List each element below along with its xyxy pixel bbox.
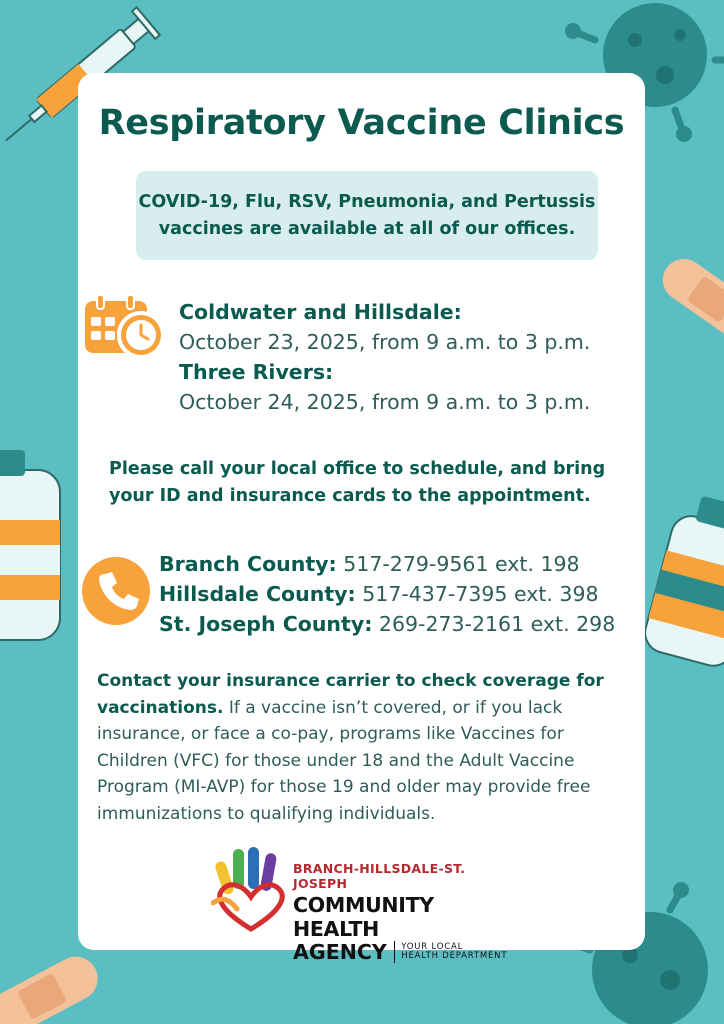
insurance-text: If a vaccine isn’t covered, or if you lack bbox=[223, 697, 563, 718]
info-card bbox=[78, 73, 645, 964]
logo-text bbox=[293, 861, 521, 964]
schedule-note-line: your ID and insurance cards to the appointment. bbox=[109, 486, 591, 506]
contact-row bbox=[159, 609, 615, 639]
hand-heart-logo-icon bbox=[211, 845, 291, 935]
calendar-clock-icon bbox=[83, 295, 165, 359]
insurance-text: Children (VFC) for those under 18 and the Adult Vaccine bbox=[97, 750, 575, 771]
county-name: Hillsdale County: bbox=[159, 582, 356, 606]
contact-row bbox=[159, 579, 615, 609]
phone-number: 517-437-7395 ext. 398 bbox=[362, 582, 599, 606]
phone-number: 269-273-2161 ext. 298 bbox=[378, 612, 616, 636]
vaccine-vial-icon bbox=[0, 450, 70, 650]
bandage-icon bbox=[0, 940, 100, 1024]
insurance-text: Program (MI-AVP) for those 19 and older may provide free bbox=[97, 777, 591, 797]
phone-icon bbox=[81, 556, 151, 626]
bandage-icon bbox=[650, 240, 724, 340]
logo-line: AGENCY bbox=[293, 940, 387, 964]
vaccines-banner bbox=[136, 171, 598, 260]
insurance-paragraph bbox=[97, 668, 627, 827]
logo-tagline bbox=[401, 943, 507, 962]
page-title: Respiratory Vaccine Clinics bbox=[98, 103, 625, 143]
clinic-location: Coldwater and Hillsdale: bbox=[179, 300, 462, 324]
banner-line: COVID-19, Flu, RSV, Pneumonia, and Pertussis bbox=[138, 191, 596, 212]
logo-tagline-line: YOUR LOCAL bbox=[401, 941, 464, 952]
clinic-time: October 24, 2025, from 9 a.m. to 3 p.m. bbox=[179, 390, 591, 414]
contact-row bbox=[159, 549, 615, 579]
agency-logo bbox=[211, 845, 521, 964]
insurance-text: immunizations to qualifying individuals. bbox=[97, 803, 436, 824]
phone-number: 517-279-9561 ext. 198 bbox=[343, 552, 580, 576]
logo-line: BRANCH-HILLSDALE-ST. JOSEPH bbox=[293, 861, 466, 891]
logo-agency-row bbox=[293, 940, 521, 964]
logo-line: COMMUNITY HEALTH bbox=[293, 893, 434, 941]
clinic-location: Three Rivers: bbox=[179, 360, 334, 384]
county-name: Branch County: bbox=[159, 552, 337, 576]
clinic-dates bbox=[179, 297, 590, 417]
county-name: St. Joseph County: bbox=[159, 612, 373, 636]
contact-list bbox=[159, 549, 615, 639]
clinic-time: October 23, 2025, from 9 a.m. to 3 p.m. bbox=[179, 330, 591, 354]
logo-tagline-line: HEALTH DEPARTMENT bbox=[401, 951, 508, 961]
schedule-note bbox=[109, 456, 619, 510]
vaccine-vial-icon bbox=[640, 490, 724, 670]
insurance-lead: vaccinations. bbox=[97, 697, 224, 718]
banner-line: vaccines are available at all of our offices. bbox=[158, 218, 576, 239]
schedule-note-line: Please call your local office to schedule, and bring bbox=[109, 459, 606, 479]
insurance-text: insurance, or face a co-pay, programs like Vaccines for bbox=[97, 724, 564, 744]
logo-divider bbox=[394, 941, 396, 963]
insurance-lead: Contact your insurance carrier to check coverage for bbox=[97, 671, 604, 691]
